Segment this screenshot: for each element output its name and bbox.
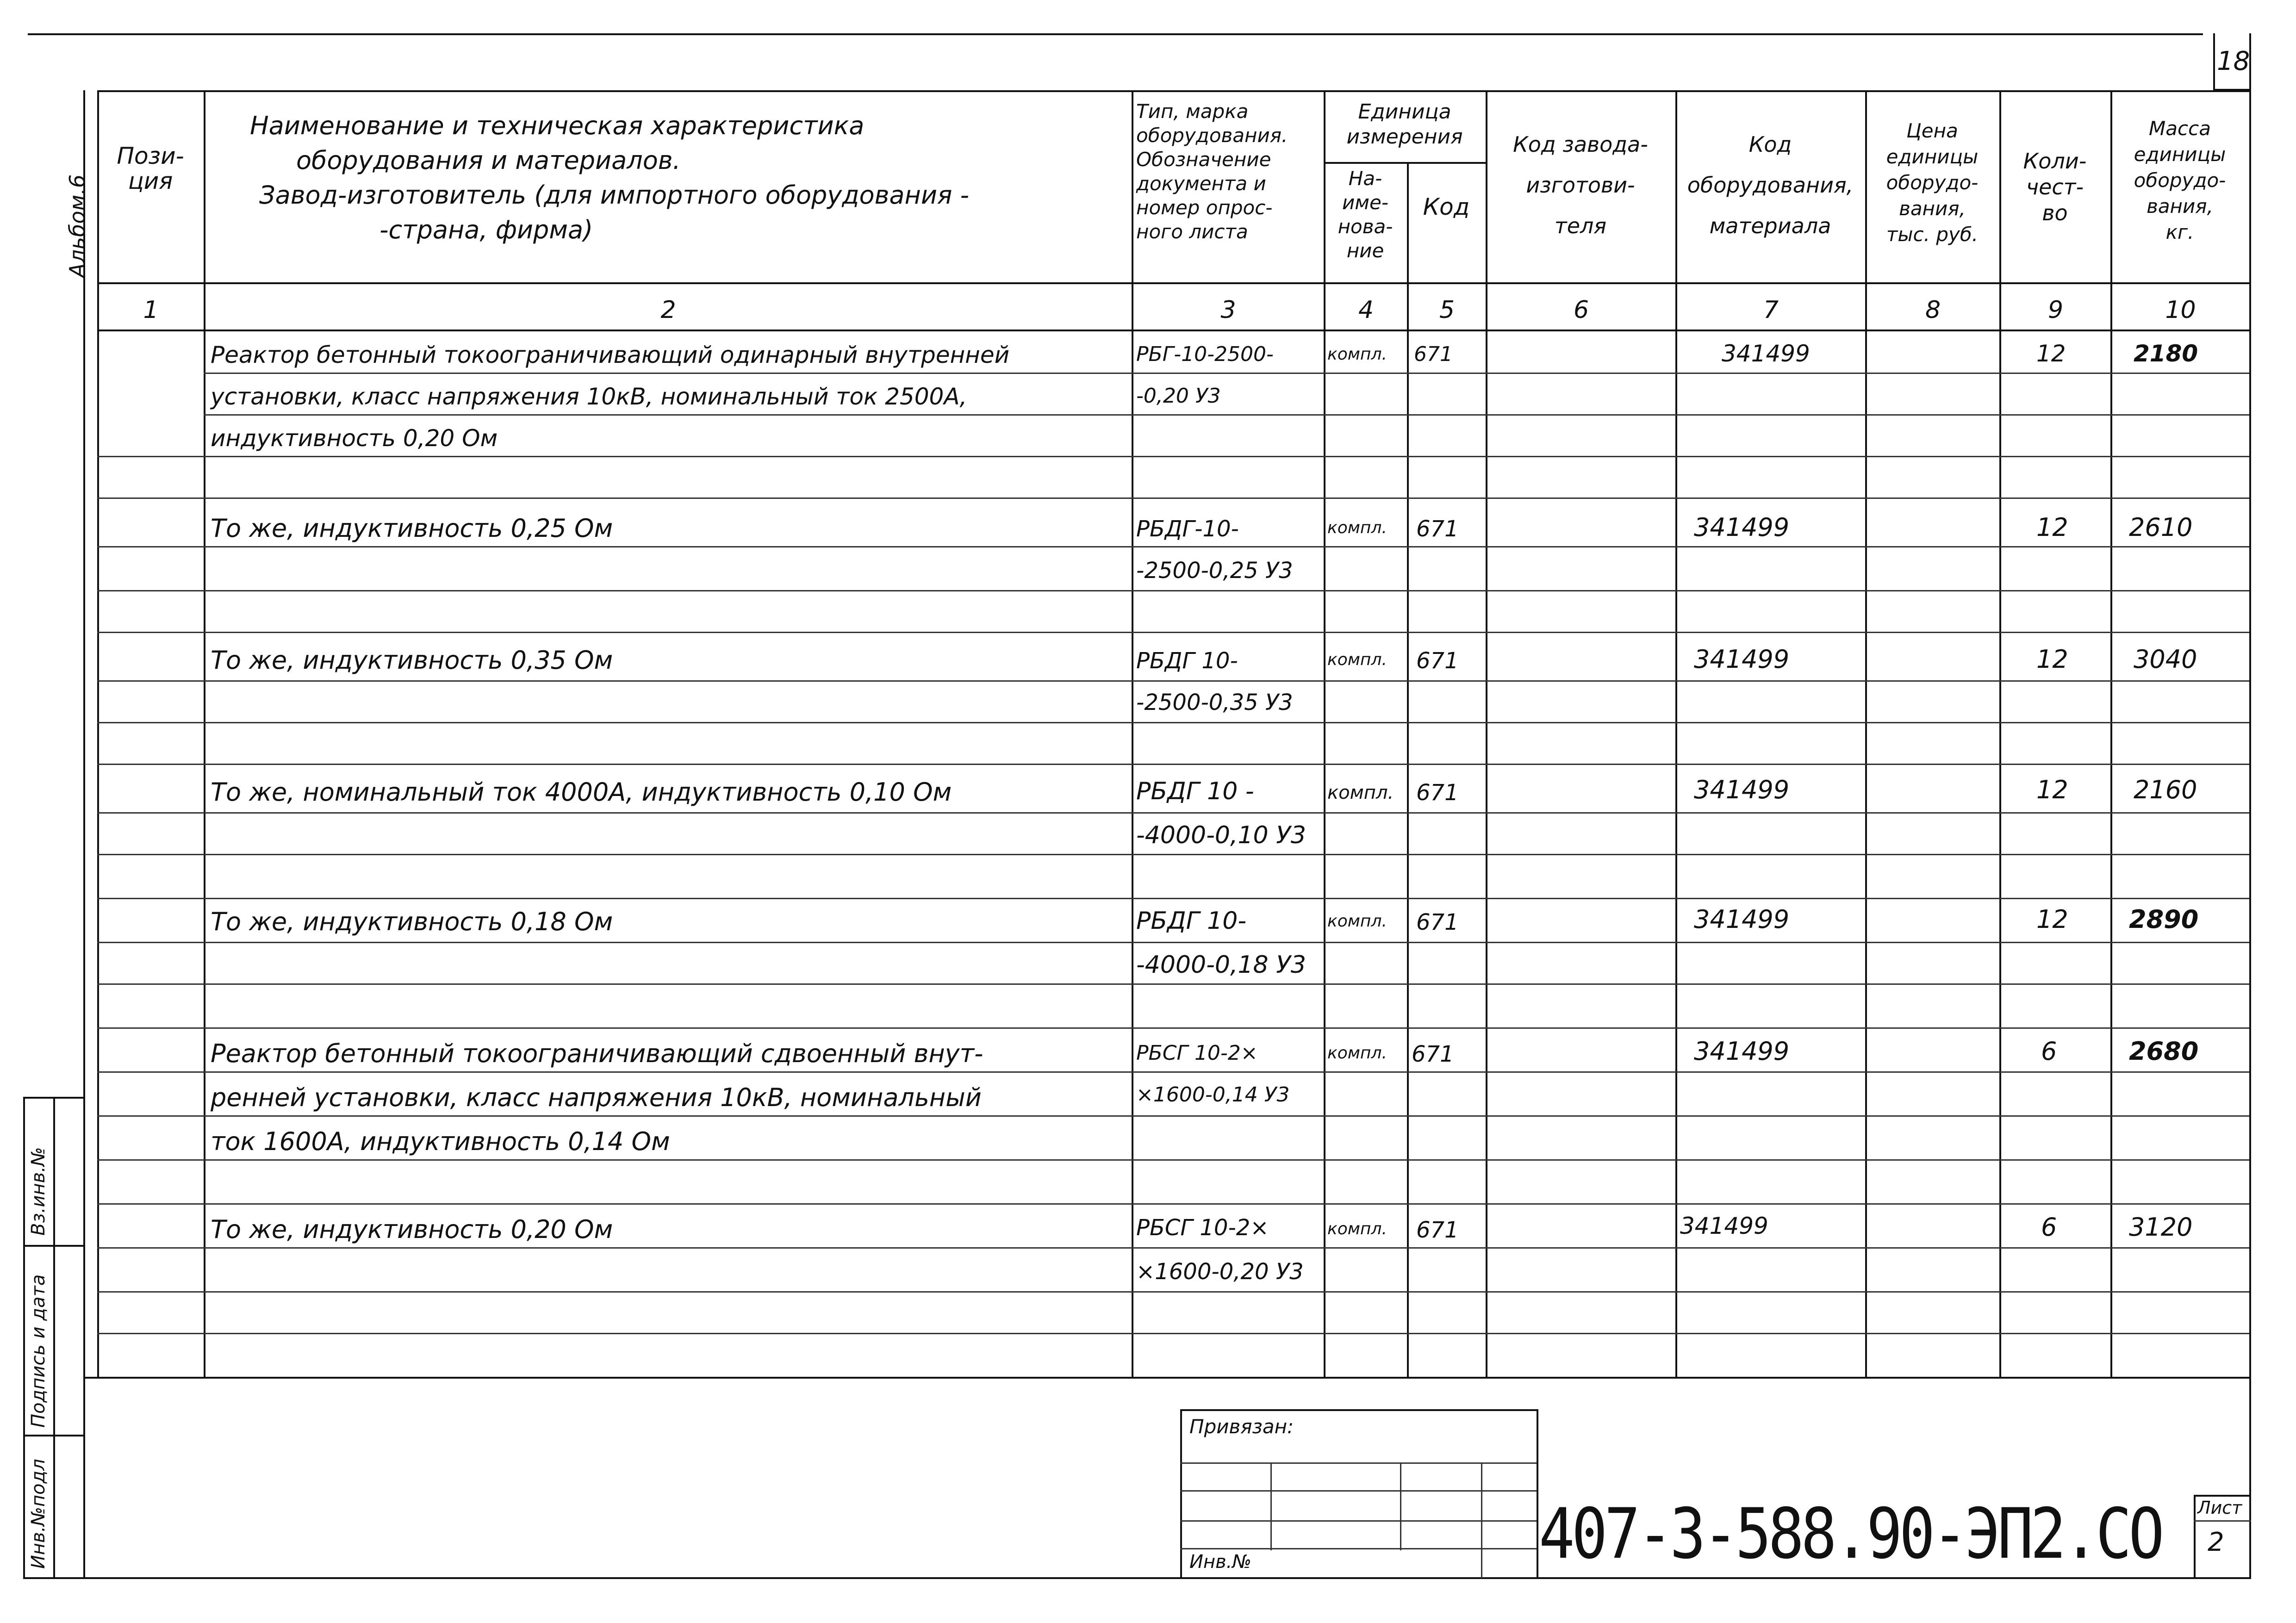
row2-unit: компл.: [1327, 518, 1387, 537]
colnum-6: 6: [1573, 296, 1589, 324]
colnum-5: 5: [1439, 296, 1455, 324]
colnum-3: 3: [1220, 296, 1236, 324]
row4-equip-code: 341499: [1694, 775, 1790, 804]
row1-code: 671: [1414, 342, 1453, 366]
table-colnum-bottom: [97, 330, 2249, 331]
row3-mass: 3040: [2134, 645, 2197, 674]
col-line-7: [1865, 90, 1867, 1377]
row-line: [97, 983, 2249, 985]
row3-qty: 12: [2036, 645, 2068, 674]
header-price: Цена единицы оборудо- вания, тыс. руб.: [1886, 119, 1979, 246]
side-stamp-mid: [53, 1097, 55, 1578]
row1-name-line2: установки, класс напряжения 10кВ, номинальный ток 2500А,: [211, 383, 967, 410]
row-line: [97, 680, 2249, 682]
header-name-line1: Наименование и техническая характеристика: [250, 111, 865, 140]
colnum-2: 2: [660, 296, 676, 324]
side-stamp-top: [23, 1097, 83, 1099]
row-line: [97, 497, 2249, 499]
row5-mass: 2890: [2129, 905, 2199, 934]
row-line: [97, 764, 2249, 765]
row-line: [97, 854, 2249, 855]
colnum-7: 7: [1763, 296, 1779, 324]
colnum-8: 8: [1925, 296, 1941, 324]
row7-type-line1: РБСГ 10-2×: [1136, 1215, 1269, 1241]
header-factory-code: Код завода- изготови- теля: [1513, 132, 1648, 238]
row1-equip-code: 341499: [1722, 340, 1810, 367]
row3-unit: компл.: [1327, 650, 1387, 669]
row7-mass: 3120: [2129, 1213, 2193, 1242]
row7-type-line2: ×1600-0,20 У3: [1136, 1259, 1304, 1285]
row-line: [97, 1333, 2249, 1334]
colnum-1: 1: [143, 296, 159, 324]
col-line-8: [1999, 90, 2001, 1377]
colnum-4: 4: [1358, 296, 1374, 324]
row4-unit: компл.: [1327, 782, 1394, 803]
stamp-right-inner: [1537, 1409, 1538, 1578]
header-equipment-code: Код оборудования, материала: [1687, 132, 1854, 238]
stamp-col: [1481, 1462, 1482, 1578]
row7-code: 671: [1416, 1217, 1459, 1243]
side-stamp-bottom: [23, 1577, 83, 1579]
sheet-number-top: 18: [2217, 46, 2250, 76]
stamp-row: [1180, 1548, 1537, 1549]
sheet-value: 2: [2208, 1527, 2224, 1557]
stamp-left: [1180, 1409, 1182, 1578]
row-line: [97, 812, 2249, 814]
side-label-vz-inv: Вз.инв.№: [28, 1147, 49, 1236]
row-line: [97, 456, 2249, 457]
frame-bottom-border: [83, 1577, 2251, 1579]
header-quantity: Коли- чест- во: [2023, 149, 2087, 225]
sheet-label: Лист: [2197, 1498, 2242, 1518]
row-line: [97, 1071, 2249, 1073]
stamp-row: [1180, 1490, 1537, 1492]
row-line: [97, 1027, 2249, 1029]
row1-unit: компл.: [1327, 345, 1387, 364]
col-line-9: [2110, 90, 2112, 1377]
sheet-number-box-left: [2213, 33, 2215, 89]
row1-name-line1: Реактор бетонный токоограничивающий одинарный внутренней: [211, 342, 1010, 368]
row6-name-line1: Реактор бетонный токоограничивающий сдвоенный внут-: [211, 1039, 983, 1068]
row2-mass: 2610: [2129, 513, 2193, 542]
col-line-3: [1324, 90, 1325, 1377]
top-border-line: [28, 33, 2203, 35]
stamp-col: [1400, 1462, 1401, 1550]
row1-type-line1: РБГ-10-2500-: [1136, 342, 1274, 366]
row-line: [97, 898, 2249, 899]
table-header-bottom: [97, 282, 2249, 284]
side-stamp-div2: [23, 1435, 83, 1436]
row7-name-line1: То же, индуктивность 0,20 Ом: [211, 1215, 613, 1244]
row6-code: 671: [1412, 1041, 1454, 1067]
header-name-line4: -страна, фирма): [380, 215, 593, 244]
row4-code: 671: [1416, 780, 1459, 806]
row5-code: 671: [1416, 909, 1459, 935]
row4-type-line2: -4000-0,10 У3: [1136, 821, 1306, 849]
drawing-designation: 407-3-588.90-ЭП2.СО: [1539, 1494, 2161, 1574]
row6-equip-code: 341499: [1694, 1037, 1790, 1066]
row2-qty: 12: [2036, 513, 2068, 542]
row2-name-line1: То же, индуктивность 0,25 Ом: [211, 514, 613, 543]
row4-type-line1: РБДГ 10 -: [1136, 777, 1254, 805]
stamp-row: [1180, 1520, 1537, 1522]
stamp-top: [1180, 1409, 1537, 1411]
row-line: [97, 590, 2249, 591]
row-line: [97, 632, 2249, 633]
colnum-9: 9: [2047, 296, 2064, 324]
row1-qty: 12: [2036, 340, 2066, 367]
side-stamp-left: [23, 1097, 25, 1578]
row1-name-line3: индуктивность 0,20 Ом: [211, 425, 498, 452]
row1-mass: 2180: [2134, 340, 2198, 367]
row-line: [97, 1203, 2249, 1205]
stamp-col: [1270, 1462, 1272, 1550]
row3-name-line1: То же, индуктивность 0,35 Ом: [211, 646, 613, 675]
row3-type-line1: РБДГ 10-: [1136, 648, 1238, 674]
row7-qty: 6: [2041, 1213, 2057, 1242]
row6-name-line3: ток 1600А, индуктивность 0,14 Ом: [211, 1127, 670, 1156]
row3-type-line2: -2500-0,35 У3: [1136, 690, 1293, 715]
row2-code: 671: [1416, 516, 1459, 542]
sheet-box-div: [2194, 1520, 2251, 1522]
row2-equip-code: 341499: [1694, 513, 1790, 542]
row6-name-line2: ренней установки, класс напряжения 10кВ, номинальный: [211, 1083, 982, 1112]
col-line-4: [1407, 162, 1409, 1377]
row5-qty: 12: [2036, 905, 2068, 934]
row6-type-line2: ×1600-0,14 У3: [1136, 1083, 1290, 1107]
row4-qty: 12: [2036, 775, 2068, 804]
row1-type-line2: -0,20 У3: [1136, 384, 1221, 408]
header-position: Пози- ция: [117, 143, 184, 194]
row3-equip-code: 341499: [1694, 645, 1790, 674]
sheet-box-top: [2194, 1495, 2251, 1497]
col-line-1: [204, 90, 205, 1377]
frame-left-border: [83, 90, 85, 1578]
stamp-inv-label: Инв.№: [1189, 1551, 1251, 1573]
stamp-bound-label: Привязан:: [1189, 1415, 1294, 1438]
row-line: [97, 1159, 2249, 1161]
row-line: [97, 546, 2249, 547]
row6-unit: компл.: [1327, 1044, 1387, 1063]
row5-type-line2: -4000-0,18 У3: [1136, 951, 1306, 979]
col-line-0: [97, 90, 99, 1377]
header-name-line3: Завод-изготовитель (для импортного оборудования -: [259, 180, 970, 210]
sheet-box-left: [2194, 1495, 2196, 1578]
row4-mass: 2160: [2134, 775, 2197, 804]
header-unit-code: Код: [1423, 193, 1470, 220]
row-line: [97, 1115, 2249, 1117]
row7-unit: компл.: [1327, 1219, 1387, 1238]
header-mass: Масса единицы оборудо- вания, кг.: [2134, 117, 2226, 243]
row5-equip-code: 341499: [1694, 905, 1790, 934]
row6-type-line1: РБСГ 10-2×: [1136, 1041, 1258, 1065]
header-unit-group: Единица измерения: [1346, 100, 1463, 149]
side-label-signature-date: Подпись и дата: [28, 1274, 49, 1428]
header-type: Тип, марка оборудования. Обозначение документа и номер опрос- ного листа: [1136, 100, 1288, 243]
row-line: [97, 1247, 2249, 1249]
row5-type-line1: РБДГ 10-: [1136, 907, 1247, 935]
colnum-10: 10: [2165, 296, 2196, 324]
row6-mass: 2680: [2129, 1037, 2199, 1066]
table-header-top: [97, 90, 2249, 92]
row-line: [204, 373, 2249, 374]
header-unit-name: На- име- нова- ние: [1338, 167, 1393, 262]
row3-code: 671: [1416, 648, 1459, 674]
row-line: [97, 1291, 2249, 1293]
unit-group-divider: [1324, 162, 1486, 164]
row-line: [204, 414, 2249, 416]
row-line: [97, 722, 2249, 723]
side-label-inv-podl: Инв.№подл: [28, 1459, 49, 1569]
frame-right-border: [2249, 33, 2251, 1579]
row7-equip-code: 341499: [1680, 1213, 1768, 1239]
row2-type-line2: -2500-0,25 У3: [1136, 558, 1293, 584]
row4-name-line1: То же, номинальный ток 4000А, индуктивность 0,10 Ом: [211, 777, 952, 807]
stamp-row: [1180, 1462, 1537, 1464]
side-stamp-div1: [23, 1245, 83, 1247]
row2-type-line1: РБДГ-10-: [1136, 516, 1239, 542]
col-line-5: [1486, 90, 1487, 1377]
row-line: [97, 942, 2249, 943]
row6-qty: 6: [2041, 1037, 2057, 1066]
row5-unit: компл.: [1327, 912, 1387, 931]
col-line-2: [1132, 90, 1133, 1377]
col-line-6: [1675, 90, 1677, 1377]
header-name-line2: оборудования и материалов.: [296, 146, 681, 175]
table-bottom: [83, 1377, 2251, 1379]
album-label: Альбом.6: [65, 174, 90, 278]
row5-name-line1: То же, индуктивность 0,18 Ом: [211, 907, 613, 936]
